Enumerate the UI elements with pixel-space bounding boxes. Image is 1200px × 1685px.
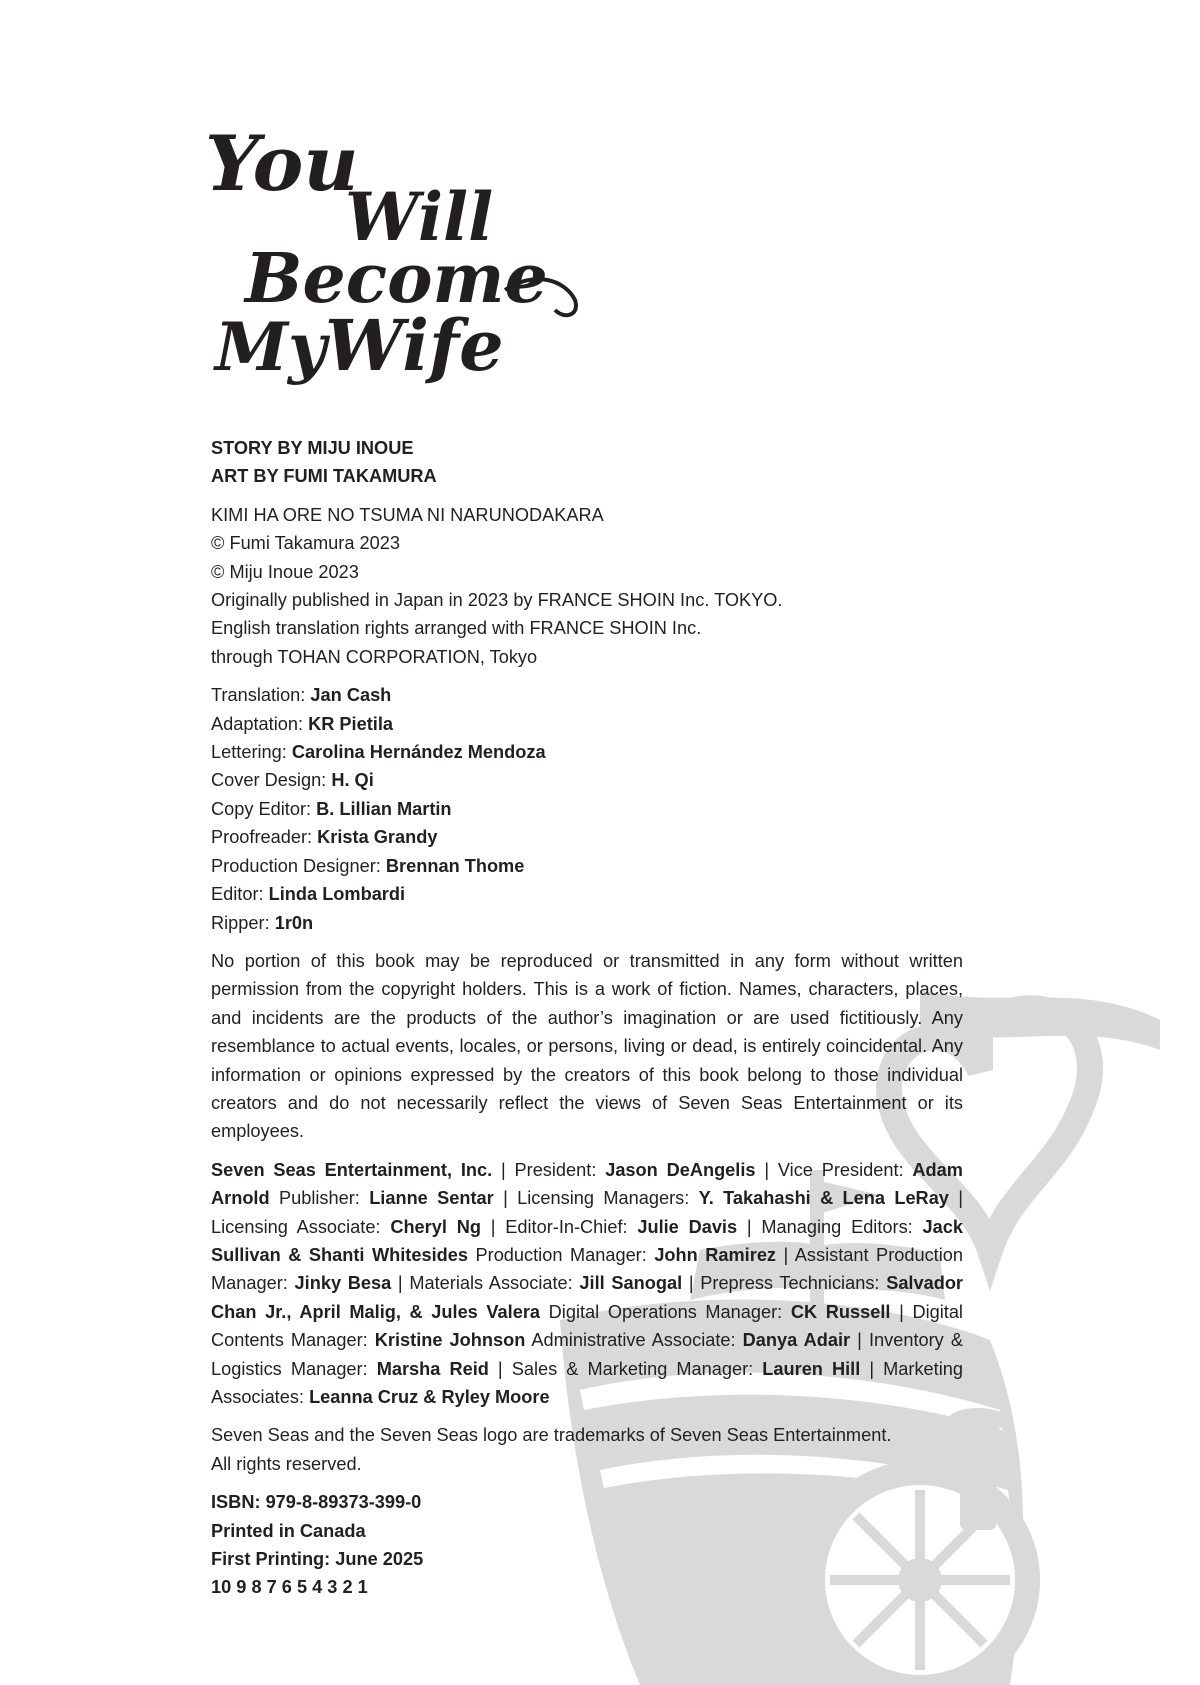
logo-line-1: You bbox=[205, 120, 359, 208]
credit-row bbox=[211, 710, 963, 738]
credit-row bbox=[211, 909, 963, 937]
legal-disclaimer: No portion of this book may be reproduced or transmitted in any form without written permission from the copyright holders. This is a work of fiction. Names, characters, places, and incidents are the products of the author’s imagination or are used fictitiously. Any resemblance to actual events, locales, or persons, living or dead, is entirely coincidental. Any information or opinions expressed by the creators of this book belong to those individual creators and do not necessarily reflect the views of Seven Seas Entertainment or its employees. bbox=[211, 950, 963, 1142]
trademark-notice bbox=[211, 1421, 963, 1478]
staff-company: Seven Seas Entertainment, Inc. bbox=[211, 1159, 493, 1180]
story-credit: STORY BY MIJU INOUE bbox=[211, 438, 414, 458]
staff-role: Publisher: bbox=[278, 1188, 360, 1209]
rights-reserved: All rights reserved. bbox=[211, 1453, 362, 1474]
staff-paragraph: Seven Seas Entertainment, Inc. | President: Jason DeAngelis | Vice President: Adam Arnold Publisher: Lianne Sentar | Licensing Managers: Y. Takahashi & Lena LeRay | Licensing Associate: Cheryl Ng | Editor-In-Chief: Julie Davis | Managing Editors: Jack Sullivan & Shanti Whitesides Production Manager: John Ramirez | Assistant Production Manager: Jinky Besa | Materials Associate: Jill Sanogal | Prepress Technicians: Salvador Chan Jr., April Malig, & Jules Valera Digital Operations Manager: CK Russell | Digital Contents Manager: Kristine Johnson Administrative Associate: Danya Adair | Inventory & Logistics Manager: Marsha Reid | Sales & Marketing Manager: Lauren Hill | Marketing Associates: Leanna Cruz & Ryley Moore bbox=[211, 1159, 964, 1407]
credit-row bbox=[211, 766, 963, 794]
credit-name: B. Lillian Martin bbox=[316, 798, 452, 819]
art-credit: ART BY FUMI TAKAMURA bbox=[211, 466, 437, 487]
staff-role: Administrative Associate: bbox=[531, 1330, 736, 1351]
staff-role: Production Manager: bbox=[475, 1244, 647, 1265]
staff-name: Leanna Cruz & Ryley Moore bbox=[309, 1387, 550, 1407]
logo-line-3: Become bbox=[245, 239, 548, 319]
printer-number-line: 10 9 8 7 6 5 4 3 2 1 bbox=[211, 1577, 368, 1598]
credit-row bbox=[211, 880, 963, 908]
staff-role: Sales & Marketing Manager: bbox=[511, 1358, 754, 1379]
staff-list bbox=[211, 1156, 963, 1412]
credit-role: Ripper: bbox=[211, 912, 270, 933]
logo-line-5: Wife bbox=[325, 304, 504, 387]
copyright-notice bbox=[211, 501, 963, 671]
credit-name: Krista Grandy bbox=[317, 827, 438, 848]
credit-role: Translation: bbox=[211, 685, 306, 706]
credit-role: Lettering: bbox=[211, 742, 287, 763]
staff-role: Digital Contents Manager: bbox=[211, 1301, 963, 1351]
trademark-line: Seven Seas and the Seven Seas logo are trademarks of Seven Seas Entertainment. bbox=[211, 1425, 892, 1446]
staff-role: Licensing Managers: bbox=[517, 1188, 690, 1209]
credits-list bbox=[211, 681, 963, 937]
copyright-page-content bbox=[211, 434, 963, 1602]
staff-name: Jinky Besa bbox=[294, 1273, 392, 1294]
credit-row bbox=[211, 823, 963, 851]
staff-name: Lianne Sentar bbox=[369, 1188, 494, 1209]
staff-name: Marsha Reid bbox=[376, 1358, 489, 1379]
credit-role: Editor: bbox=[211, 884, 264, 905]
story-copyright: © Miju Inoue 2023 bbox=[211, 561, 359, 582]
staff-role: Inventory & Logistics Manager: bbox=[211, 1330, 963, 1379]
staff-role: Assistant Production Manager: bbox=[211, 1244, 964, 1294]
staff-name: Jill Sanogal bbox=[579, 1273, 683, 1294]
staff-role: Managing Editors: bbox=[761, 1216, 913, 1237]
original-title: KIMI HA ORE NO TSUMA NI NARUNODAKARA bbox=[211, 504, 604, 525]
credit-name: H. Qi bbox=[331, 770, 374, 791]
credit-row bbox=[211, 795, 963, 823]
agency-note: through TOHAN CORPORATION, Tokyo bbox=[211, 646, 538, 667]
staff-name: Y. Takahashi & Lena LeRay bbox=[698, 1188, 949, 1209]
staff-name: Cheryl Ng bbox=[390, 1216, 481, 1237]
logo-line-4: My bbox=[215, 308, 327, 386]
staff-name: Jack Sullivan & Shanti Whitesides bbox=[211, 1216, 963, 1265]
credit-name: 1r0n bbox=[274, 912, 314, 933]
staff-name: Jason DeAngelis bbox=[605, 1159, 756, 1180]
printed-in: Printed in Canada bbox=[211, 1520, 366, 1541]
staff-role: Editor-In-Chief: bbox=[505, 1216, 628, 1237]
staff-name: Lauren Hill bbox=[762, 1358, 861, 1379]
staff-role: Marketing Associates: bbox=[211, 1358, 963, 1407]
staff-name: Kristine Johnson bbox=[374, 1330, 526, 1351]
credit-row bbox=[211, 681, 963, 709]
printing-info bbox=[211, 1488, 963, 1602]
art-copyright: © Fumi Takamura 2023 bbox=[211, 533, 400, 554]
staff-name: Salvador Chan Jr., April Malig, & Jules Valera bbox=[211, 1273, 964, 1322]
staff-role: Digital Operations Manager: bbox=[548, 1301, 783, 1322]
staff-role: Prepress Technicians: bbox=[700, 1273, 880, 1294]
credit-role: Proofreader: bbox=[211, 827, 313, 848]
staff-role: Licensing Associate: bbox=[211, 1216, 381, 1237]
credit-name: Jan Cash bbox=[310, 685, 392, 706]
isbn: ISBN: 979-8-89373-399-0 bbox=[211, 1492, 422, 1513]
rights-note: English translation rights arranged with FRANCE SHOIN Inc. bbox=[211, 618, 702, 639]
author-credits bbox=[211, 434, 963, 491]
staff-name: Danya Adair bbox=[742, 1330, 851, 1351]
first-printing: First Printing: June 2025 bbox=[211, 1549, 424, 1570]
credit-name: Brennan Thome bbox=[385, 855, 525, 876]
credit-name: Linda Lombardi bbox=[268, 884, 406, 905]
credit-role: Adaptation: bbox=[211, 713, 304, 734]
publication-note: Originally published in Japan in 2023 by FRANCE SHOIN Inc. TOKYO. bbox=[211, 590, 783, 611]
staff-role: Materials Associate: bbox=[409, 1273, 573, 1294]
staff-role: Vice President: bbox=[777, 1159, 904, 1180]
staff-role: President: bbox=[514, 1159, 597, 1180]
credit-row bbox=[211, 852, 963, 880]
logo-line-2: Will bbox=[345, 178, 494, 256]
credit-name: KR Pietila bbox=[308, 713, 393, 734]
staff-name: Julie Davis bbox=[637, 1216, 738, 1237]
staff-name: John Ramirez bbox=[654, 1244, 777, 1265]
credit-role: Cover Design: bbox=[211, 770, 327, 791]
title-logo bbox=[205, 120, 585, 410]
staff-name: Adam Arnold bbox=[211, 1159, 963, 1209]
credit-name: Carolina Hernández Mendoza bbox=[291, 742, 546, 763]
credit-role: Copy Editor: bbox=[211, 798, 312, 819]
staff-name: CK Russell bbox=[790, 1301, 891, 1322]
credit-row bbox=[211, 738, 963, 766]
credit-role: Production Designer: bbox=[211, 855, 381, 876]
